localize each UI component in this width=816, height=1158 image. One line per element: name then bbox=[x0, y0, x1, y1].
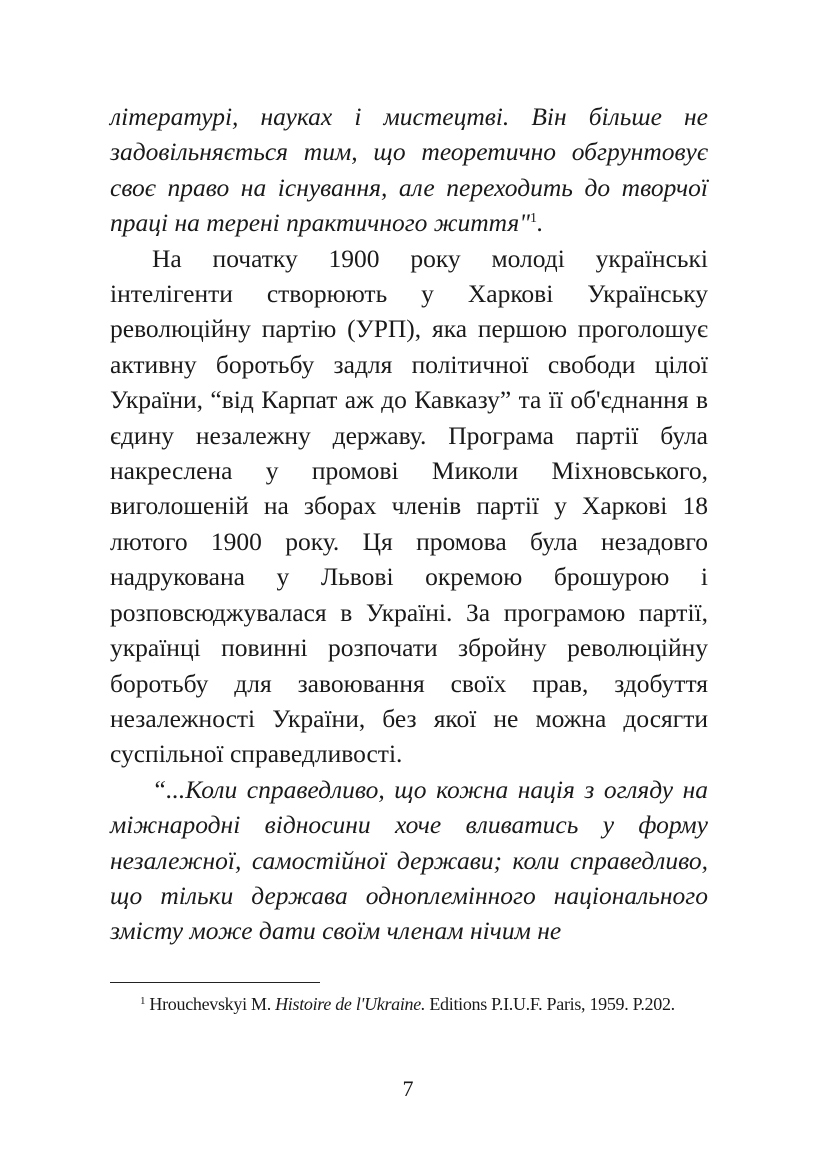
footnote-mark: 1 bbox=[140, 995, 146, 1007]
footnote-author: Hrouchevskyi M. bbox=[149, 994, 271, 1014]
footnote bbox=[110, 992, 708, 1016]
footnote-ref: 1 bbox=[529, 211, 537, 227]
main-text bbox=[110, 99, 708, 949]
footnote-source: Editions P.I.U.F. Paris, 1959. P.202. bbox=[429, 994, 675, 1014]
page-number: 7 bbox=[402, 1076, 414, 1101]
paragraph: На початку 1900 року молоді українські інтелігенти створюють у Харкові Українську революційну партію (УРП), яка першою проголошує активну боротьбу задля політичної свободи цілої України, “від Карпат аж до Кавказу” та її об'єднання в єдину незалежну державу. Програма партії була накреслена у промові Миколи Міхновського, виголошеній на зборах членів партії у Харкові 18 лютого 1900 року. Ця промова була незадовго надрукована у Львові окремою брошурою і розповсюджувалася в Україні. За програмою партії, українці повинні розпочати збройну революційну боротьбу для завоювання своїх прав, здобуття незалежності України, без якої не можна досягти суспільної справедливості. bbox=[110, 243, 708, 769]
footnote-divider bbox=[110, 982, 320, 983]
quote-paragraph: “...Коли справедливо, що кожна нація з огляду на міжнародні відносини хоче вливатись у форму незалежної, самостійної держави; коли справедливо, що тільки держава одноплемінного національного змісту може дати своїм членам нічим не bbox=[110, 774, 708, 946]
quote-continuation: літературі, науках і мистецтві. Він більше не задовільняється тим, що теоретично обгрунтовує своє право на існування, але переходить до творчої праці на терені практичного життя"$^1$. bbox=[110, 102, 708, 238]
footnote-title: Histoire de l'Ukraine. bbox=[275, 994, 426, 1014]
